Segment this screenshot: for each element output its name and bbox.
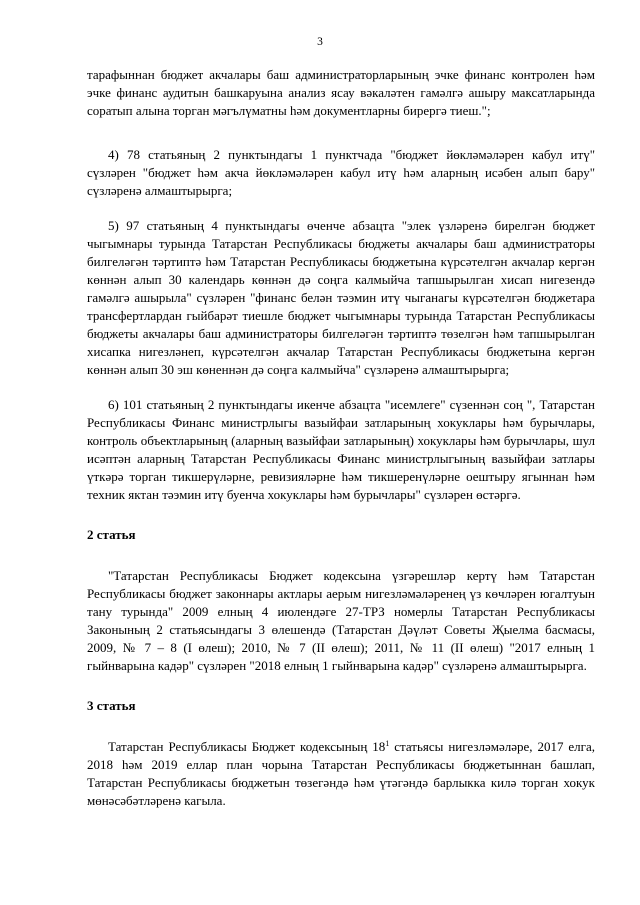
article-2-heading: 2 статья <box>87 527 136 542</box>
document-body <box>87 66 595 810</box>
paragraph-item-6: 6) 101 статьяның 2 пунктындагы икенче абзацта "исемлеге" сүзеннән соң ", Татарстан Республикасы Финанс министрлыгы вазыйфаи затларының хокуклары һәм бурычлары, контроль объектларының (аларның вазыйфаи затларының) хокуклары һәм бурычлары, шул исәптән аларның Татарстан Республикасы Финанс министрлыгының вазыйфаи затлары үткәрә торган тикшерүләрне, ревизияләрне һәм тикшеренүләрне оештыру ягыннан һәм техник яктан тәэмин итү буенча хокуклары һәм бурычлары" сүзләрен өстәргә. <box>87 397 595 502</box>
article-3-text-start: Татарстан Республикасы Бюджет кодексының 18 <box>108 739 386 754</box>
article-3-text-end: статьясы нигезләмәләре, 2017 елга, 2018 һәм 2019 еллар план чорына Татарстан Республикасы бюджетыннан башлап, Татарстан Республикасы бюджетын төзегәндә һәм үтәгәндә барлыкка килә торган хокук мөнәсәбәтләренә кагыла. <box>87 739 595 808</box>
article-3-heading: 3 статья <box>87 698 136 713</box>
article-3-superscript: 1 <box>385 739 390 748</box>
paragraph-item-4: 4) 78 статьяның 2 пунктындагы 1 пунктчада "бюджет йөкләмәләрен кабул итү" сүзләрен "бюджет һәм акча йөкләмәләрен кабул итү һәм аларның исәбен алып бару" сүзләренә алмаштырырга; <box>87 147 595 198</box>
article-3-text <box>87 738 595 810</box>
article-2-text: "Татарстан Республикасы Бюджет кодексына үзгәрешләр кертү һәм Татарстан Республикасы бюджет законнары актлары аерым нигезләмәләренең үз көчләрен югалтуын тану турында" 2009 елның 4 июлендәге 27-ТРЗ номерлы Татарстан Республикасы Законының 2 статьясындагы 3 өлешендә (Татарстан Дәүләт Советы Җыелма басмасы, 2009, № 7 – 8 (I өлеш); 2010, № 7 (II өлеш); 2011, № 11 (II өлеш) "2017 елның 1 гыйнварына кадәр" сүзләрен "2018 елның 1 гыйнварына кадәр" сүзләренә алмаштырырга. <box>87 568 595 673</box>
paragraph-item-5: 5) 97 статьяның 4 пунктындагы өченче абзацта "элек үзләренә бирелгән бюджет чыгымнары турында Татарстан Республикасы бюджеты акчалары баш администраторы билгеләгән тәртиптә һәм Татарстан Республикасы бюджетына күрсәтелгән акчалар кергән көннән алып 30 календарь көннән дә соңга калмыйча тапшырылган хисап нигезендә гамәлгә ашырыла" сүзләрен "финанс белән тәэмин итү чыганагы күрсәтелгән бюджетара трансфертлардан гыйбарәт тиешле бюджет чыгымнары турында Татарстан Республикасы бюджеты акчалары баш администраторы билгеләгән тәртиптә төзелгән һәм тапшырылган хисапка нигезләнеп, күрсәтелгән акчалар Татарстан Республикасы бюджетына кергән көннән алып 30 эш көненнән дә соңга калмыйча" сүзләренә алмаштырырга; <box>87 218 595 377</box>
page-number: 3 <box>317 36 323 48</box>
paragraph-continuation: тарафыннан бюджет акчалары баш администраторларының эчке финанс контролен һәм эчке финанс аудитын башкаруына анализ ясау вәкаләтен гамәлгә ашыру максатларында соратып алына торган мәгълүматны һәм документларны бирергә тиеш."; <box>87 67 595 118</box>
